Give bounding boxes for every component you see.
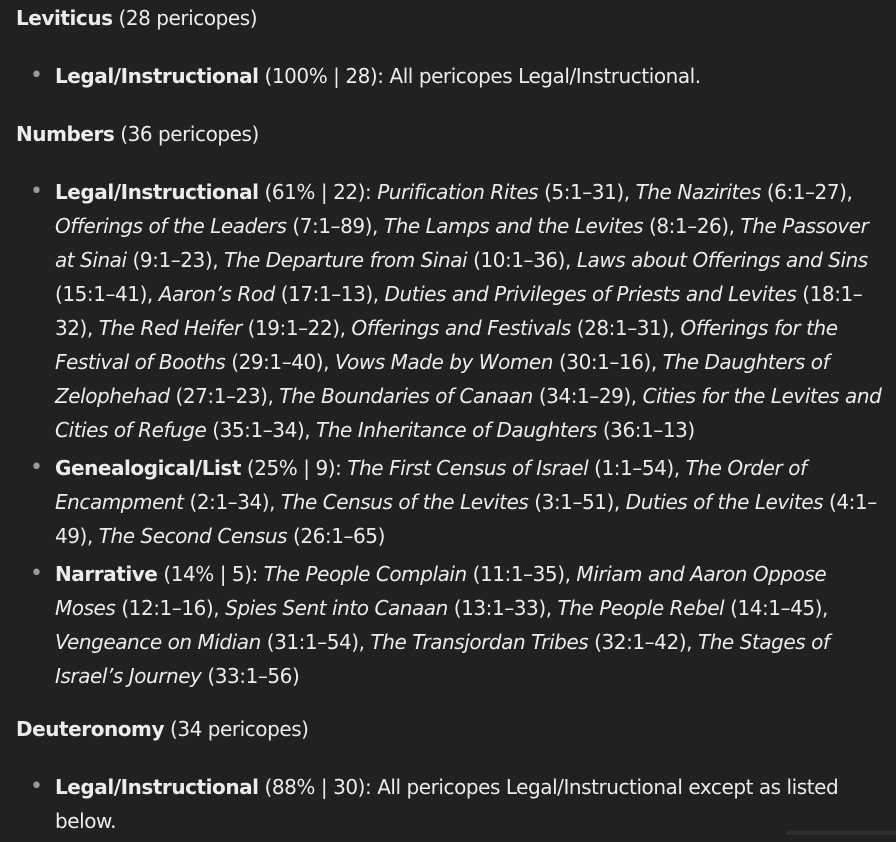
pericope-ref: (18:1–32): [55, 282, 863, 340]
pericope-entry: Aaron’s Rod (17:1–13),: [158, 282, 379, 306]
book-name: Deuteronomy: [16, 717, 165, 741]
pericope-title: Duties and Privileges of Priests and Levites: [384, 282, 797, 306]
pericope-entry: Offerings and Festivals (28:1–31),: [351, 316, 675, 340]
pericope-title: Cities for the Levites and Cities of Refuge: [55, 384, 882, 442]
pericope-ref: (27:1–23): [175, 384, 268, 408]
pericope-ref: (35:1–34): [212, 418, 305, 442]
pericope-title: Miriam and Aaron Oppose Moses: [55, 562, 827, 620]
category-list-numbers: [0, 175, 896, 697]
pericope-entry: The Transjordan Tribes (32:1–42),: [370, 630, 693, 654]
bullet-icon: •: [30, 774, 43, 799]
pericope-entry: The Red Heifer (19:1–22),: [98, 316, 346, 340]
book-heading-deuteronomy: [16, 712, 309, 746]
pericope-title: Vengeance on Midian: [55, 630, 261, 654]
pericope-ref: (33:1–56): [207, 664, 300, 688]
pericope-title: Offerings for the Festival of Booths: [55, 316, 838, 374]
category-note: All pericopes Legal/Instructional.: [389, 64, 701, 88]
pericope-ref: (17:1–13): [280, 282, 373, 306]
pericope-title: The Transjordan Tribes: [370, 630, 589, 654]
pericope-title: The Stages of Israel’s Journey: [55, 630, 830, 688]
pericope-entry: The Nazirites (6:1–27),: [635, 180, 853, 204]
category-stats: (100% | 28):: [264, 64, 384, 88]
category-label: Narrative: [55, 562, 158, 586]
book-count: (28 pericopes): [118, 6, 258, 30]
pericope-title: The Order of Encampment: [55, 456, 807, 514]
pericope-title: The Inheritance of Daughters: [316, 418, 597, 442]
pericope-entry: Laws about Offerings and Sins (15:1–41),: [55, 248, 868, 306]
pericope-entry: Vengeance on Midian (31:1–54),: [55, 630, 365, 654]
pericope-entry: Duties of the Levites (4:1–49),: [55, 490, 877, 548]
pericope-ref: (11:1–35): [472, 562, 565, 586]
pericope-ref: (8:1–26): [649, 214, 729, 238]
category-item: [0, 59, 896, 93]
category-list-deuteronomy: [0, 770, 896, 842]
pericope-entry: The Order of Encampment (2:1–34),: [55, 456, 807, 514]
pericope-ref: (6:1–27): [766, 180, 847, 204]
category-list-leviticus: [0, 59, 896, 97]
pericope-title: Offerings of the Leaders: [55, 214, 287, 238]
pericope-ref: (10:1–36): [473, 248, 565, 272]
pericope-ref: (36:1–13): [602, 418, 695, 442]
category-stats: (88% | 30):: [264, 775, 372, 799]
pericope-entry: The Lamps and the Levites (8:1–26),: [383, 214, 735, 238]
category-stats: (25% | 9):: [246, 456, 342, 480]
bullet-icon: •: [30, 561, 43, 586]
book-count: (34 pericopes): [169, 717, 309, 741]
category-item: [0, 770, 896, 838]
pericope-ref: (3:1–51): [534, 490, 614, 514]
pericope-title: The Passover at Sinai: [55, 214, 869, 272]
category-item: [0, 175, 896, 447]
book-heading-numbers: [16, 117, 259, 151]
pericope-title: Offerings and Festivals: [351, 316, 571, 340]
pericope-entry: The Boundaries of Canaan (34:1–29),: [279, 384, 637, 408]
pericope-title: The Departure from Sinai: [224, 248, 468, 272]
pericope-title: The Daughters of Zelophehad: [55, 350, 830, 408]
pericope-ref: (14:1–45): [730, 596, 823, 620]
pericope-entry: The Departure from Sinai (10:1–36),: [224, 248, 571, 272]
pericope-ref: (15:1–41): [55, 282, 147, 306]
pericope-entry: Spies Sent into Canaan (13:1–33),: [225, 596, 552, 620]
pericope-title: Aaron’s Rod: [158, 282, 275, 306]
category-label: Genealogical/List: [55, 456, 241, 480]
category-note: All pericopes Legal/Instructional except as listed below.: [55, 775, 839, 833]
bullet-icon: •: [30, 455, 43, 480]
pericope-ref: (26:1–65): [293, 524, 385, 548]
pericope-ref: (34:1–29): [538, 384, 631, 408]
pericope-title: Duties of the Levites: [625, 490, 824, 514]
pericope-title: Laws about Offerings and Sins: [576, 248, 868, 272]
category-label: Legal/Instructional: [55, 180, 259, 204]
pericope-title: The Red Heifer: [98, 316, 242, 340]
pericope-entry: Miriam and Aaron Oppose Moses (12:1–16),: [55, 562, 827, 620]
category-item: [0, 451, 896, 553]
category-stats: (14% | 5):: [163, 562, 258, 586]
pericope-ref: (13:1–33): [453, 596, 546, 620]
pericope-ref: (5:1–31): [544, 180, 624, 204]
pericope-entry: [99, 524, 385, 548]
pericope-title: Purification Rites: [377, 180, 539, 204]
pericope-entry: The Daughters of Zelophehad (27:1–23),: [55, 350, 830, 408]
pericope-entry: Offerings for the Festival of Booths (29:1–40),: [55, 316, 838, 374]
pericope-entry: Offerings of the Leaders (7:1–89),: [55, 214, 378, 238]
book-heading-leviticus: [16, 1, 257, 35]
pericope-ref: (12:1–16): [121, 596, 214, 620]
pericope-title: The First Census of Israel: [347, 456, 589, 480]
category-item: [0, 557, 896, 693]
pericope-title: Vows Made by Women: [335, 350, 554, 374]
pericope-ref: (2:1–34): [189, 490, 270, 514]
pericope-ref: (7:1–89): [292, 214, 372, 238]
pericope-entry: Purification Rites (5:1–31),: [377, 180, 630, 204]
category-label: Legal/Instructional: [55, 64, 259, 88]
pericope-entry: The People Rebel (14:1–45),: [557, 596, 828, 620]
bullet-icon: •: [30, 63, 43, 88]
pericope-ref: (28:1–31): [576, 316, 669, 340]
pericope-entry: Vows Made by Women (30:1–16),: [335, 350, 657, 374]
pericope-title: The Census of the Levites: [280, 490, 529, 514]
pericope-entry: The Passover at Sinai (9:1–23),: [55, 214, 869, 272]
pericope-ref: (29:1–40): [231, 350, 324, 374]
pericope-ref: (19:1–22): [247, 316, 340, 340]
pericope-ref: (32:1–42): [594, 630, 687, 654]
pericope-title: The Boundaries of Canaan: [279, 384, 533, 408]
book-name: Leviticus: [16, 6, 113, 30]
pericope-title: The Second Census: [98, 524, 288, 548]
pericope-entry: Duties and Privileges of Priests and Levites (18:1–32),: [55, 282, 863, 340]
pericope-entry: The Census of the Levites (3:1–51),: [280, 490, 620, 514]
book-name: Numbers: [16, 122, 115, 146]
pericope-title: The Lamps and the Levites: [383, 214, 644, 238]
bullet-icon: •: [30, 179, 43, 204]
pericope-title: The Nazirites: [635, 180, 761, 204]
category-stats: (61% | 22):: [264, 180, 372, 204]
pericope-ref: (1:1–54): [594, 456, 674, 480]
pericope-ref: (31:1–54): [266, 630, 359, 654]
pericope-title: The People Complain: [263, 562, 467, 586]
book-count: (36 pericopes): [120, 122, 259, 146]
scroll-hint-bar: [786, 831, 896, 835]
pericope-title: The People Rebel: [557, 596, 725, 620]
pericope-ref: (30:1–16): [558, 350, 651, 374]
pericope-ref: (4:1–49): [55, 490, 877, 548]
pericope-entry: [316, 418, 695, 442]
pericope-entry: Cities for the Levites and Cities of Refuge (35:1–34),: [55, 384, 882, 442]
pericope-entry: The People Complain (11:1–35),: [263, 562, 571, 586]
category-label: Legal/Instructional: [55, 775, 259, 799]
pericope-ref: (9:1–23): [132, 248, 213, 272]
pericope-title: Spies Sent into Canaan: [225, 596, 448, 620]
pericope-entry: The First Census of Israel (1:1–54),: [347, 456, 680, 480]
